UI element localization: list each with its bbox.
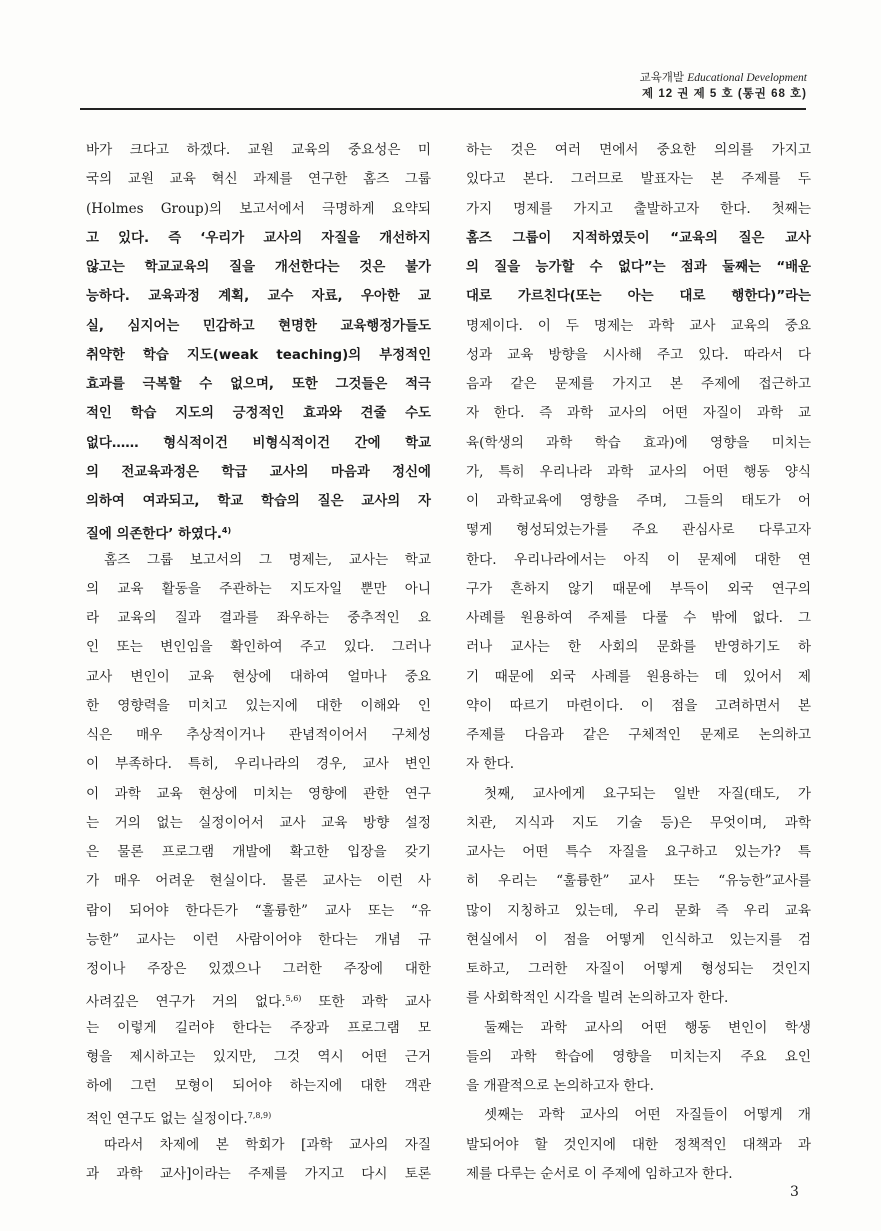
text-line: [86, 136, 431, 165]
text-line-content: 음과 같은 문제를 가지고 본 주제에 접근하고: [466, 376, 811, 392]
text-line: [86, 692, 431, 721]
text-line-content: 하는 것은 여러 면에서 중요한 의의를 가지고: [466, 142, 811, 158]
text-line: [86, 1101, 431, 1130]
text-line: [466, 1101, 811, 1130]
text-line-content: 들의 과학 학습에 영향을 미치는지 주요 요인: [466, 1048, 811, 1065]
text-line: [86, 429, 431, 458]
text-line: [466, 984, 811, 1013]
text-line-content: (Holmes Group)의 보고서에서 극명하게 요약되: [86, 200, 431, 217]
text-line: [466, 633, 811, 662]
text-line: [86, 1043, 431, 1072]
text-line: [466, 487, 811, 516]
text-line: [86, 224, 431, 253]
text-line-content: 가지 명제를 가지고 출발하고자 한다. 첫째는: [466, 200, 811, 217]
text-line-content: 능하다. 교육과정 계획, 교수 자료, 우아한 교: [86, 289, 431, 305]
text-line: [86, 633, 431, 662]
text-line: [86, 955, 431, 984]
footnote-ref: 5,6): [285, 994, 302, 1004]
text-line-content: 사례를 원용하여 주제를 다룰 수 밖에 없다. 그: [466, 610, 811, 626]
text-line: [86, 780, 431, 809]
text-line: [466, 253, 811, 282]
text-line-content: 현실에서 이 점을 어떻게 인식하고 있는지를 검: [466, 931, 811, 948]
text-line-content: 셋째는 과학 교사의 어떤 자질들이 어떻게 개: [484, 1107, 811, 1124]
text-line-content: 한다. 우리나라에서는 아직 이 문제에 대한 연: [466, 551, 811, 568]
text-line: [86, 1014, 431, 1043]
text-line-content: 약이 따르기 마련이다. 이 점을 고려하면서 본: [466, 697, 811, 714]
text-line-content: 적인 연구도 없는 실정이다.: [86, 1111, 248, 1128]
text-line: [86, 897, 431, 926]
text-line: [466, 195, 811, 224]
text-line-continuation: 또한 과학 교사: [301, 994, 431, 1011]
text-line: [466, 1131, 811, 1160]
text-line: [466, 546, 811, 575]
text-line: [466, 838, 811, 867]
text-line: [466, 312, 811, 341]
text-line: [86, 516, 431, 545]
text-line-content: 둘째는 과학 교사의 어떤 행동 변인이 학생: [484, 1019, 811, 1036]
text-line: [86, 604, 431, 633]
text-line-content: 식은 매우 추상적이거나 관념적이어서 구체성: [86, 727, 431, 743]
text-line-content: 첫째, 교사에게 요구되는 일반 자질(태도, 가: [484, 785, 811, 802]
text-line-content: 히 우리는 “훌륭한” 교사 또는 “유능한”교사를: [466, 873, 811, 890]
text-line-content: 성과 교육 방향을 시사해 주고 있다. 따라서 다: [466, 346, 811, 363]
text-line-content: 자 한다. 즉 과학 교사의 어떤 자질이 과학 교: [466, 405, 811, 422]
text-line-content: 교사는 어떤 특수 자질을 요구하고 있는가? 특: [466, 844, 811, 860]
text-line: [466, 429, 811, 458]
text-line-content: 육(학생의 과학 학습 효과)에 영향을 미치는: [466, 434, 811, 451]
text-line-content: 많이 지칭하고 있는데, 우리 문화 즉 우리 교육: [466, 902, 811, 919]
running-header: [640, 70, 807, 102]
text-line-content: 바가 크다고 하겠다. 교원 교육의 중요성은 미: [86, 142, 431, 158]
text-line: [86, 458, 431, 487]
text-line: [466, 575, 811, 604]
text-line: [86, 663, 431, 692]
right-column: [466, 136, 811, 1189]
text-line-content: 없다…… 형식적이건 비형식적이건 간에 학교: [86, 435, 432, 451]
text-line: [466, 165, 811, 194]
text-line-content: 주제를 다음과 같은 구체적인 문제로 논의하고: [466, 727, 811, 743]
text-line-content: 정이나 주장은 있겠으나 그러한 주장에 대한: [86, 961, 431, 977]
text-line-content: 교사 변인이 교육 현상에 대하여 얼마나 중요: [86, 668, 431, 685]
text-line-content: 의 전교육과정은 학급 교사의 마음과 정신에: [86, 464, 431, 480]
text-line-content: 제를 다루는 순서로 이 주제에 임하고자 한다.: [466, 1165, 733, 1182]
text-line: [466, 926, 811, 955]
text-line: [86, 809, 431, 838]
text-line: [466, 224, 811, 253]
text-line-content: 한 영향력을 미치고 있는지에 대한 이해와 인: [86, 697, 431, 714]
text-line: [86, 926, 431, 955]
text-line-content: 적인 학습 지도의 긍정적인 효과와 견줄 수도: [86, 406, 431, 422]
text-line-content: 를 사회학적인 시각을 빌려 논의하고자 한다.: [466, 990, 729, 1007]
text-line: [466, 1043, 811, 1072]
text-line: [466, 516, 811, 545]
text-line: [466, 663, 811, 692]
text-line-content: 라 교육의 질과 결과를 좌우하는 중추적인 요: [86, 610, 431, 626]
text-line: [466, 282, 811, 311]
text-line-content: 기 때문에 외국 사례를 원용하는 데 있어서 제: [466, 668, 811, 685]
text-line: [466, 458, 811, 487]
text-line: [86, 546, 431, 575]
text-line-content: 사려깊은 연구가 거의 없다.: [86, 994, 286, 1011]
text-line-content: 떻게 형성되었는가를 주요 관심사로 다루고자: [466, 522, 811, 539]
text-line-content: 의 교육 활동을 주관하는 지도자일 뿐만 아니: [86, 580, 431, 597]
text-line-content: 람이 되어야 한다든가 “훌륭한” 교사 또는 “유: [86, 902, 431, 919]
text-line-content: 대로 가르친다(또는 아는 대로 행한다)”라는: [466, 289, 811, 305]
text-line-content: 홈즈 그룹 보고서의 그 명제는, 교사는 학교: [104, 551, 431, 568]
text-line: [86, 399, 431, 428]
journal-name: [640, 70, 807, 86]
text-line-content: 효과를 극복할 수 없으며, 또한 그것들은 적극: [86, 377, 431, 392]
text-line-content: 발되어야 할 것인지에 대한 정책적인 대책과 과: [466, 1136, 811, 1153]
text-line: [86, 1072, 431, 1101]
text-line-content: 국의 교원 교육 혁신 과제를 연구한 홈즈 그룹: [86, 171, 431, 188]
journal-name-en: Educational Development: [687, 72, 807, 84]
left-column: [86, 136, 431, 1189]
text-line: [466, 721, 811, 750]
text-line: [86, 253, 431, 282]
text-line: [86, 750, 431, 779]
text-line-content: 토하고, 그러한 자질이 어떻게 형성되는 것인지: [466, 961, 811, 977]
text-line: [466, 692, 811, 721]
page-number: 3: [790, 1184, 799, 1200]
text-line-content: 구가 흔하지 않기 때문에 부득이 외국 연구의: [466, 580, 811, 597]
text-line: [86, 838, 431, 867]
text-line: [466, 1014, 811, 1043]
text-line: [86, 487, 431, 516]
text-line: [86, 282, 431, 311]
text-line-content: 실, 심지어는 민감하고 현명한 교육행정가들도: [86, 318, 431, 334]
text-line: [466, 750, 811, 779]
text-line: [86, 165, 431, 194]
text-line-content: 질에 의존한다’ 하였다.: [86, 527, 222, 543]
text-line: [86, 312, 431, 341]
text-line: [466, 341, 811, 370]
text-line: [86, 195, 431, 224]
text-line: [466, 136, 811, 165]
text-line-content: 자 한다.: [466, 756, 515, 773]
text-line: [466, 897, 811, 926]
text-line-content: 따라서 차제에 본 학회가 [과학 교사의 자질: [104, 1136, 431, 1153]
text-line-content: 이 과학 교육 현상에 미치는 영향에 관한 연구: [86, 785, 431, 802]
journal-name-ko: 교육개발: [639, 72, 685, 84]
text-line-content: 는 거의 없는 실정이어서 교사 교육 방향 설정: [86, 814, 431, 831]
text-line-content: 의 질을 능가할 수 없다”는 점과 둘째는 “배운: [466, 260, 811, 275]
text-line-content: 않고는 학교교육의 질을 개선한다는 것은 불가: [86, 260, 431, 275]
text-line: [86, 867, 431, 896]
text-line-content: 이 부족하다. 특히, 우리나라의 경우, 교사 변인: [86, 756, 431, 773]
text-line-content: 치관, 지식과 지도 기술 등)은 무엇이며, 과학: [466, 814, 811, 831]
text-line-content: 하에 그런 모형이 되어야 하는지에 대한 객관: [86, 1078, 431, 1094]
text-line-content: 을 개괄적으로 논의하고자 한다.: [466, 1078, 654, 1094]
text-line-content: 홈즈 그룹이 지적하였듯이 “교육의 질은 교사: [466, 230, 811, 246]
text-line-content: 가, 특히 우리나라 과학 교사의 어떤 행동 양식: [466, 463, 811, 480]
text-line: [86, 370, 431, 399]
text-line-content: 능한” 교사는 이런 사람이어야 한다는 개념 규: [86, 931, 431, 948]
issue-info: 제 12 권 제 5 호 (통권 68 호): [642, 88, 807, 100]
text-line: [466, 1072, 811, 1101]
text-line-content: 과 과학 교사]이라는 주제를 가지고 다시 토론: [86, 1165, 431, 1182]
text-line-content: 형을 제시하고는 있지만, 그것 역시 어떤 근거: [86, 1048, 431, 1065]
text-line-content: 인 또는 변인임을 확인하여 주고 있다. 그러나: [86, 639, 431, 656]
text-line: [86, 1160, 431, 1189]
text-line-content: 러나 교사는 한 사회의 문화를 반영하기도 하: [466, 639, 811, 656]
text-line: [466, 1160, 811, 1189]
text-line-content: 명제이다. 이 두 명제는 과학 교사 교육의 중요: [466, 317, 811, 334]
text-line: [466, 955, 811, 984]
text-line: [466, 399, 811, 428]
text-line-content: 취약한 학습 지도(weak teaching)의 부정적인: [86, 347, 431, 363]
text-line: [86, 575, 431, 604]
text-line: [86, 721, 431, 750]
text-line: [86, 1131, 431, 1160]
text-line-content: 는 이렇게 길러야 한다는 주장과 프로그램 모: [86, 1019, 431, 1036]
header-rule: [80, 108, 806, 110]
text-line: [466, 780, 811, 809]
text-line-content: 은 물론 프로그램 개발에 확고한 입장을 갖기: [86, 844, 431, 860]
text-line: [466, 370, 811, 399]
text-line-content: 고 있다. 즉 ‘우리가 교사의 자질을 개선하지: [86, 230, 431, 246]
text-line-content: 가 매우 어려운 현실이다. 물론 교사는 이런 사: [86, 873, 431, 890]
text-line: [466, 604, 811, 633]
text-line-content: 있다고 본다. 그러므로 발표자는 본 주제를 두: [466, 171, 811, 188]
text-line: [466, 809, 811, 838]
text-line: [86, 341, 431, 370]
footnote-ref: 4): [221, 526, 232, 536]
text-line-content: 이 과학교육에 영향을 주며, 그들의 태도가 어: [466, 493, 811, 509]
footnote-ref: 7,8,9): [247, 1111, 272, 1121]
text-line: [466, 867, 811, 896]
text-line-content: 의하여 여과되고, 학교 학습의 질은 교사의 자: [86, 494, 431, 509]
text-line: [86, 984, 431, 1013]
